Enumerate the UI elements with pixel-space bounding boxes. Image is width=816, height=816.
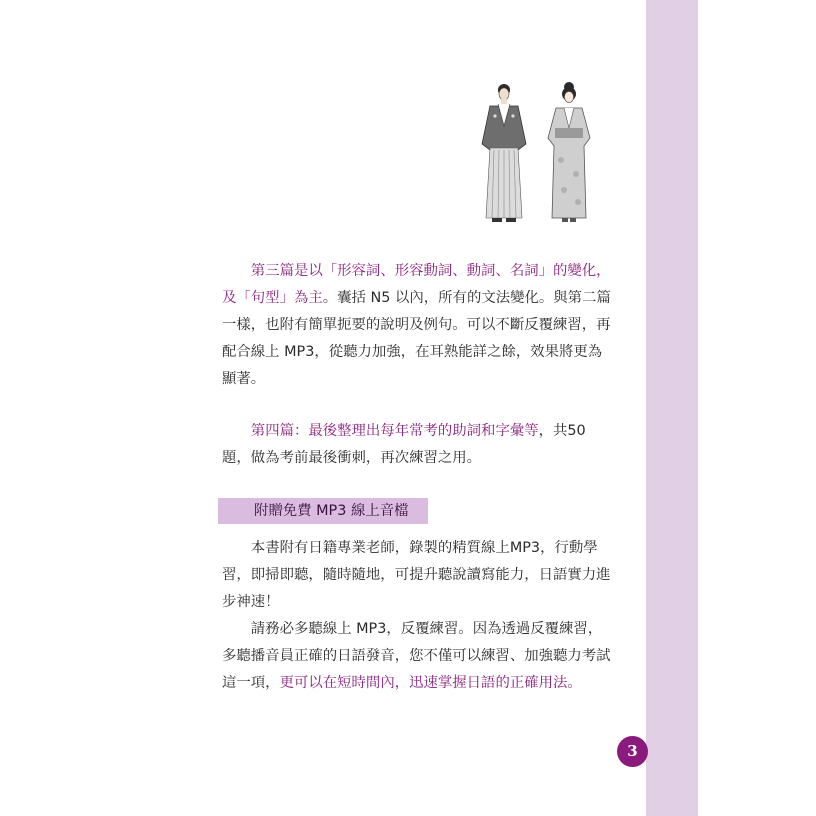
paragraph-chapter-three	[222, 258, 614, 393]
mp3-paragraph-one: 本書附有日籍專業老師，錄製的精質線上MP3，行動學習，即掃即聽，隨時隨地，可提升聽說讀寫能力，日語實力進步神速！	[222, 540, 611, 610]
mp3-section-body	[222, 535, 614, 697]
kimono-couple-illustration	[466, 82, 606, 232]
mp3-paragraph-two-highlight: 更可以在短時間內，迅速掌握日語的正確用法。	[279, 675, 582, 691]
chapter-three-highlight: 第三篇是以「形容詞、形容動詞、動詞、名詞」的變化，及「句型」為主	[222, 263, 611, 306]
mp3-paragraph-two-text: 請務必多聽線上 MP3，反覆練習。因為透過反覆練習，多聽播音員正確的日語發音，您不僅可以練習、加強聽力考試這一項，	[222, 621, 611, 691]
woman-figure	[548, 82, 590, 222]
page-number-badge: 3	[617, 736, 648, 767]
side-color-band	[646, 0, 698, 816]
chapter-four-highlight: 第四篇：最後整理出每年常考的助詞和字彙等	[250, 423, 539, 439]
paragraph-chapter-four	[222, 418, 614, 472]
mp3-paragraph-two	[222, 616, 614, 697]
mp3-section-header: 附贈免費 MP3 線上音檔	[218, 498, 428, 524]
chapter-four-text: ，共50題，做為考前最後衝刺，再次練習之用。	[222, 423, 586, 466]
chapter-three-text: 。囊括 N5 以內，所有的文法變化。與第二篇一樣，也附有簡單扼要的說明及例句。可以不斷反覆練習，再配合線上 MP3，從聽力加強，在耳熟能詳之餘，效果將更為顯著。	[222, 290, 611, 387]
man-figure	[482, 84, 526, 222]
